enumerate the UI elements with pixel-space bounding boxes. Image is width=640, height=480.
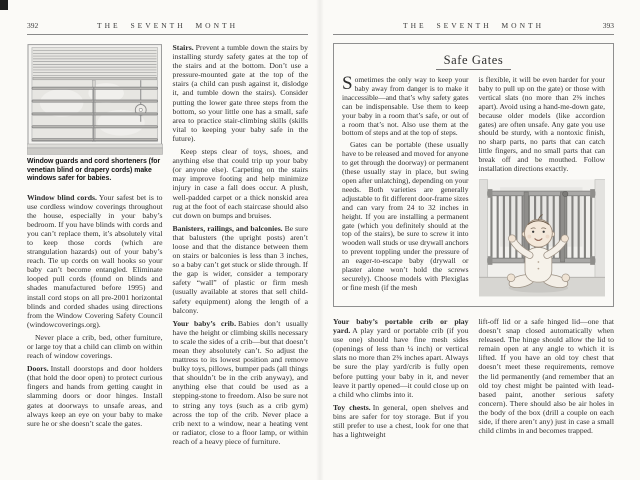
paragraph-text: Install doorstops and door holders (that hold the door open) to protect curious fingers and hands from getting caught in slamming doors or door hinges. Install gates at doorways to unsafe areas, and always keep an eye on your baby to make sure he or she doesn’t scale the gates. [27,364,163,428]
left-page-column-1 [27,43,163,450]
left-page-header [27,21,308,35]
paragraph-lead: Your baby’s portable crib or play yard. [333,316,469,336]
safe-gates-box [333,43,614,307]
paragraph-never-place [27,333,163,360]
paragraph-lead: Your baby’s crib. [172,318,237,328]
paragraph-lead: Stairs. [172,43,194,52]
paragraph-keep-steps [173,147,309,220]
paragraph-lead: Doors. [27,364,49,374]
paragraph-window-blind-cords [27,193,163,329]
left-page-column-2 [173,43,309,450]
paragraph-babys-crib [173,319,309,446]
running-head: THE SEVENTH MONTH [97,21,238,30]
right-page [320,0,640,480]
running-head: THE SEVENTH MONTH [403,21,544,30]
box-title-text: Safe Gates [436,53,512,70]
paragraph-text: lift-off lid or a safe hinged lid—one that doesn’t snap closed automatically when released. The hinge should allow the lid to remain open at any angle to which it is lifted. If you have an old toy chest that doesn’t meet these requirements, remove the lid permanently (and remember that an old toy chest might be painted with lead-based paint, another serious safety concern). There should also be air holes in the body of the box (drill a couple on each side, if there aren’t any) just in case a small child climbs in and becomes trapped. [478,316,614,436]
right-page-column-2 [479,317,615,443]
paragraph-text: A play yard or portable crib (if you use one) should have fine mesh sides (openings of less than ¼ inch) or vertical slats no more than 2⅜ inches apart. Always be sure the play yard/crib is fully open before putting your baby in it, and never leave it partly opened—it could close up on a child who climbs into it. [333,326,469,399]
paragraph-text: Keep steps clear of toys, shoes, and anything else that could trip up your baby (or anyone else). Carpeting on the stairs may improve footing and help minimize injury in case a fall does occur. A plush, well-padded carpet or a thick nonskid area rug at the foot of each staircase should also cut down on bumps and bruises. [172,147,308,220]
paragraph-doors [27,364,163,428]
paragraph-banisters [173,224,309,315]
box-paragraph-1 [342,73,469,138]
paragraph-stairs [173,43,309,143]
paragraph-text: Prevent a tumble down the stairs by installing sturdy safety gates at the top of the stairs and at the bottom. Don’t use a pressure-mounted gate at the top of the stairs (a child can push against it, dislodge it, and tumble down the stairs). Consider putting the lower gate three steps from the bottom, so your little one has a small, safe area to practice stair-climbing skills (skills vital to keeping your baby safe in the future). [172,43,308,143]
paragraph-toy-chests-continued [479,317,615,435]
right-page-column-1 [333,317,469,443]
box-column-1 [342,73,469,299]
window-blinds-illustration [27,43,163,155]
right-page-number: 393 [602,21,614,30]
paragraph-portable-crib [333,317,469,399]
paragraph-text: Be sure that balusters (the upright posts) aren’t loose and that the distance between them on stairs or balconies is less than 3 inches, so a baby can’t get stuck or slide through. If the gap is wider, consider a temporary safety “wall” of plastic or firm mesh (usually available at stores that sell child-safety equipment) along the length of a balcony. [172,223,308,315]
paragraph-lead: Toy chests. [333,402,371,412]
box-column-2 [479,76,606,299]
left-page-number: 392 [27,21,39,30]
paragraph-text: Never place a crib, bed, other furniture, or large toy that a child can climb on within reach of window coverings. [27,332,163,361]
right-page-header [333,21,614,35]
box-paragraph-2 [342,141,469,292]
paragraph-text: ometimes the only way to keep your baby away from danger is to make it inaccessible—and that’s why safety gates can be indispensable. Use them to keep your baby in a room that’s safe, or out of a room that’s not. Also use them at the bottom of steps and at the top of steps. [342,75,469,138]
paragraph-lead: Window blind cords. [27,192,97,202]
paragraph-text: is flexible, it will be even harder for your baby to pull up on the gate) or those with vertical slats (no more than 2⅜ inches apart). Avoid using a hand-me-down gate, because older models (like accordion gates) are often unsafe. Any gate you use should be sturdy, with a nontoxic finish, no sharp parts, no parts that can catch little fingers, and no small parts that can break off and be mouthed. Follow installation directions exactly. [478,75,605,174]
safety-gate-illustration [479,177,606,299]
paragraph-text: In general, open shelves and bins are safer for toy storage. But if you still prefer to use a chest, look for one that has a lightweight [333,402,469,440]
box-title [342,51,605,69]
paragraph-toy-chests [333,403,469,439]
paragraph-lead: Banisters, railings, and balconies. [172,223,283,233]
paragraph-text: Babies don’t usually have the height or climbing skills necessary to scale the sides of a crib—but that doesn’t mean they absolutely can’t. So adjust the mattress to its lowest position and remove bulky toys, pillows, bumper pads (all things that shouldn’t be in the crib anyway), and anything else that could be used as a stepping-stone to freedom. Also be sure not to string any toys (such as a crib gym) across the top of the crib. Never place a crib next to a window, near a heating vent or radiator, close to a floor lamp, or within reach of a heavy piece of furniture. [172,318,308,446]
drop-cap: S [342,73,353,94]
figure-caption: Window guards and cord shorteners (for venetian blind or drapery cords) make windows safer for babies. [27,158,161,182]
paragraph-text: Gates can be portable (these usually have to be released and moved for anyone to get through the doorway) or permanent (these usually stay in place, but swing open after unlatching), depending on your needs. Both varieties are generally adjustable to fit different door-frame sizes and can vary from 24 to 32 inches in height. If you are installing a permanent gate (which you definitely should at the top of the stairs), be sure to screw it into wooden wall studs or use drywall anchors to prevent toppling under the pressure of an eager-to-escape baby (drywall or plaster alone won’t hold the screws securely). Choose models with Plexiglas or fine mesh (if the mesh [342,140,469,292]
box-paragraph-3 [479,76,606,174]
paragraph-text: Your safest bet is to use cordless window coverings throughout the house, especially in your baby’s bedroom. If you have blinds with cords and you can’t replace them, it’s absolutely vital to keep those cords (which are strangulation hazards) out of your baby’s reach. Tie up cords on wall hooks so your baby can’t become entangled. Eliminate looped pull cords (found on blinds and shades manufactured before 1995) and install cord stops on all pre-2001 horizontal blinds and corded shades using directions from the Window Covering Safety Council (windowcoverings.org). [27,192,163,329]
